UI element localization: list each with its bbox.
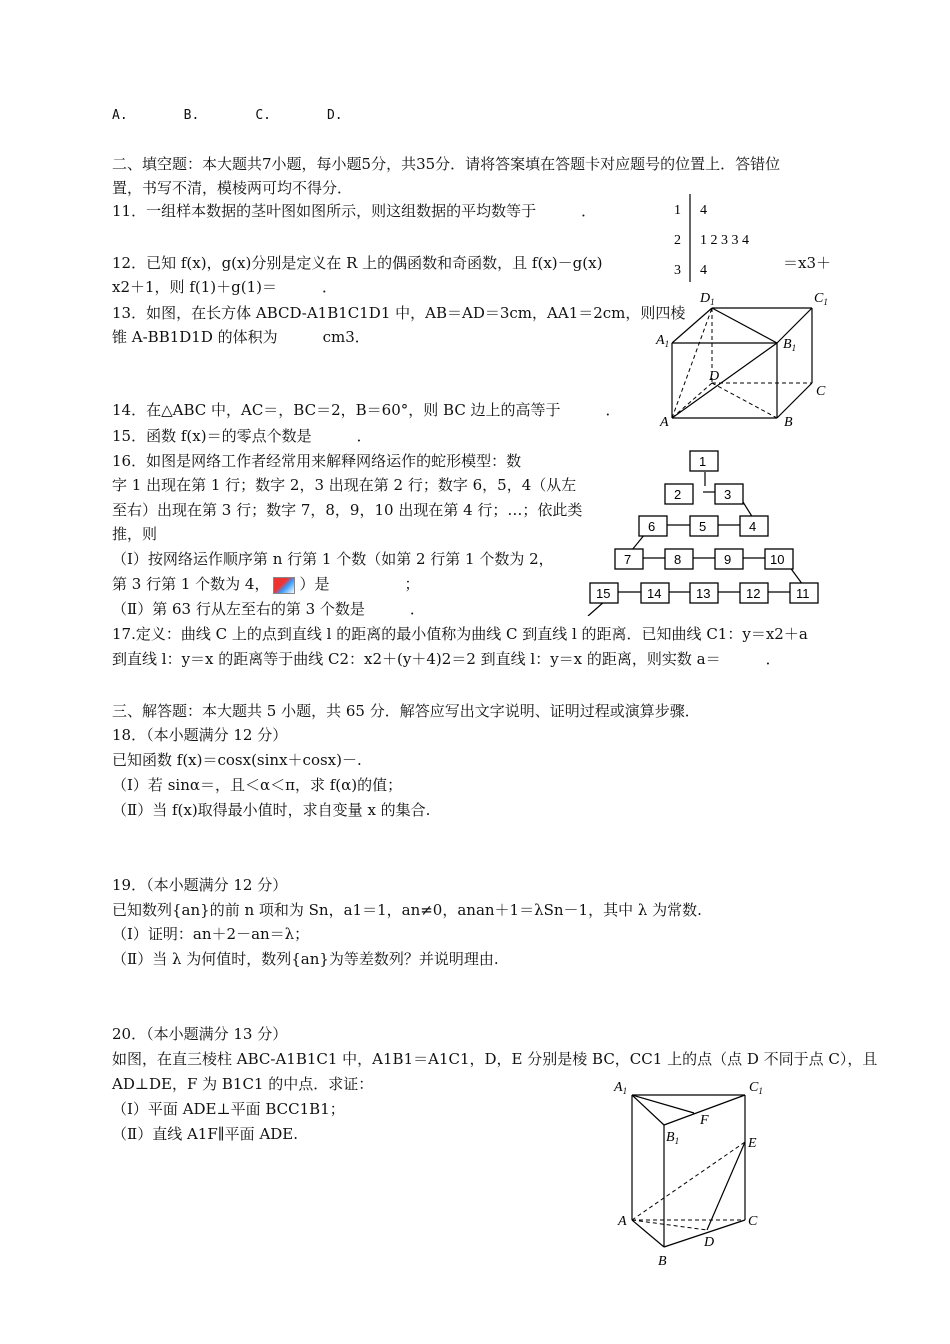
svg-text:C1: $C_1$ bbox=[749, 1080, 763, 1096]
question-19-header: 19．（本小题满分 12 分） bbox=[112, 876, 288, 894]
leaves-1: 4 bbox=[700, 203, 707, 218]
question-16-l4: 推，则 bbox=[112, 525, 158, 543]
question-16-part1-cont: 第 3 行第 1 个数为 4， ）是 ； bbox=[112, 575, 420, 593]
leaves-2: 1 2 3 3 4 bbox=[700, 233, 749, 248]
question-12-end: x2＋1，则 f(1)＋g(1)＝ ． bbox=[112, 278, 337, 296]
question-16: 16．如图是网络工作者经常用来解释网络运作的蛇形模型：数 bbox=[112, 452, 522, 470]
section3-heading: 三、解答题：本大题共 5 小题，共 65 分．解答应写出文字说明、证明过程或演算步骤． bbox=[112, 702, 700, 720]
option-c: C. bbox=[255, 108, 271, 123]
section2-heading-cont: 置，书写不清，模棱两可均不得分． bbox=[112, 179, 353, 197]
question-15: 15．函数 f(x)＝的零点个数是 ． bbox=[112, 427, 372, 445]
svg-text:B: B bbox=[658, 1254, 667, 1269]
question-20: 如图，在直三棱柱 ABC-A1B1C1 中，A1B1＝A1C1，D，E 分别是棱 BC，CC1 上的点（点 D 不同于点 C），且 bbox=[112, 1050, 878, 1068]
question-12: 12．已知 f(x)，g(x)分别是定义在 R 上的偶函数和奇函数，且 f(x)－g(x) bbox=[112, 254, 603, 272]
svg-text:A: A bbox=[618, 1214, 627, 1229]
snake-box: 1 bbox=[699, 454, 707, 469]
question-18-part1: （Ⅰ）若 sinα＝，且＜α＜π，求 f(α)的值； bbox=[112, 776, 403, 794]
snake-box: 7 bbox=[624, 552, 632, 567]
snake-box: 8 bbox=[674, 552, 682, 567]
snake-box: 6 bbox=[648, 519, 656, 534]
embedded-image-icon bbox=[273, 577, 295, 594]
answer-options bbox=[112, 103, 399, 127]
question-20-cont: AD⊥DE，F 为 B1C1 的中点．求证： bbox=[112, 1075, 374, 1093]
question-19-part2: （Ⅱ）当 λ 为何值时，数列{an}为等差数列？并说明理由. bbox=[112, 950, 499, 968]
question-16-l3: 至右）出现在第 3 行；数字 7，8，9，10 出现在第 4 行；…；依此类 bbox=[112, 501, 583, 519]
option-b: B. bbox=[183, 108, 200, 123]
cuboid-figure bbox=[652, 288, 842, 433]
svg-text:E: E bbox=[748, 1136, 757, 1151]
svg-text:A1: $A_1$ bbox=[656, 333, 670, 349]
snake-box: 4 bbox=[749, 519, 757, 534]
question-13: 13．如图，在长方体 ABCD-A1B1C1D1 中，AB＝AD＝3cm，AA1＝2cm，则四棱 bbox=[112, 304, 686, 322]
option-d: D. bbox=[326, 108, 343, 123]
snake-box: 2 bbox=[674, 487, 682, 502]
snake-box: 9 bbox=[724, 552, 732, 567]
prism-figure bbox=[612, 1075, 777, 1270]
question-14: 14．在△ABC 中，AC＝，BC＝2，B＝60°，则 BC 边上的高等于 ． bbox=[112, 401, 621, 419]
snake-box: 14 bbox=[647, 586, 662, 601]
svg-text:C: C bbox=[816, 384, 826, 399]
snake-box: 13 bbox=[696, 586, 711, 601]
svg-text:A1: $A_1$ bbox=[614, 1080, 628, 1096]
stem-3: 3 bbox=[674, 263, 681, 278]
svg-text:B1: $B_1$ bbox=[666, 1130, 680, 1146]
option-a: A. bbox=[112, 108, 128, 123]
snake-box: 3 bbox=[724, 487, 732, 502]
question-18-part2: （Ⅱ）当 f(x)取得最小值时，求自变量 x 的集合. bbox=[112, 801, 431, 819]
snake-box: 10 bbox=[770, 552, 785, 567]
stem-1: 1 bbox=[674, 203, 681, 218]
question-20-part1: （Ⅰ）平面 ADE⊥平面 BCC1B1； bbox=[112, 1100, 345, 1118]
svg-text:C1: $C_1$ bbox=[814, 291, 828, 307]
leaves-3: 4 bbox=[700, 263, 707, 278]
question-16-part2: （Ⅱ）第 63 行从左至右的第 3 个数是 ． bbox=[112, 600, 425, 618]
question-16-l2: 字 1 出现在第 1 行；数字 2，3 出现在第 2 行；数字 6，5，4（从左 bbox=[112, 476, 577, 494]
question-20-part2: （Ⅱ）直线 A1F∥平面 ADE. bbox=[112, 1125, 299, 1143]
section2-heading: 二、填空题：本大题共7小题，每小题5分，共35分．请将答案填在答题卡对应题号的位置上．答错位 bbox=[112, 155, 781, 173]
question-19: 已知数列{an}的前 n 项和为 Sn，a1＝1，an≠0，anan＋1＝λSn－1，其中 λ 为常数. bbox=[112, 901, 702, 919]
svg-text:A: A bbox=[660, 415, 669, 430]
question-19-part1: （Ⅰ）证明：an＋2－an＝λ； bbox=[112, 925, 310, 943]
question-12-cont: ＝x3＋ bbox=[783, 254, 832, 272]
snake-box: 15 bbox=[596, 586, 611, 601]
question-16-part1: （Ⅰ）按网络运作顺序第 n 行第 1 个数（如第 2 行第 1 个数为 2， bbox=[112, 550, 554, 568]
question-13-end: 锥 A-BB1D1D 的体积为 cm3． bbox=[112, 328, 370, 346]
snake-box: 12 bbox=[746, 586, 761, 601]
question-11: 11．一组样本数据的茎叶图如图所示，则这组数据的平均数等于 ． bbox=[112, 202, 597, 220]
question-18-header: 18．（本小题满分 12 分） bbox=[112, 726, 288, 744]
svg-text:C: C bbox=[748, 1214, 758, 1229]
svg-text:F: F bbox=[700, 1113, 709, 1128]
question-17-cont: 到直线 l：y＝x 的距离等于曲线 C2：x2＋(y＋4)2＝2 到直线 l：y＝x 的距离，则实数 a＝ ． bbox=[112, 650, 781, 668]
stem-2: 2 bbox=[674, 233, 681, 248]
question-18: 已知函数 f(x)＝cosx(sinx＋cosx)－. bbox=[112, 751, 362, 769]
snake-model-figure bbox=[575, 446, 825, 616]
svg-text:D: D bbox=[704, 1235, 715, 1250]
snake-box: 5 bbox=[699, 519, 707, 534]
stem-leaf-plot bbox=[660, 192, 780, 288]
svg-text:B: B bbox=[784, 415, 793, 430]
svg-text:B1: $B_1$ bbox=[783, 337, 797, 353]
question-17: 17.定义：曲线 C 上的点到直线 l 的距离的最小值称为曲线 C 到直线 l 的距离．已知曲线 C1：y＝x2＋a bbox=[112, 625, 808, 643]
question-20-header: 20．（本小题满分 13 分） bbox=[112, 1025, 288, 1043]
snake-box: 11 bbox=[796, 586, 810, 601]
svg-text:D1: $D_1$ bbox=[700, 291, 715, 307]
svg-text:D: D bbox=[709, 369, 720, 384]
